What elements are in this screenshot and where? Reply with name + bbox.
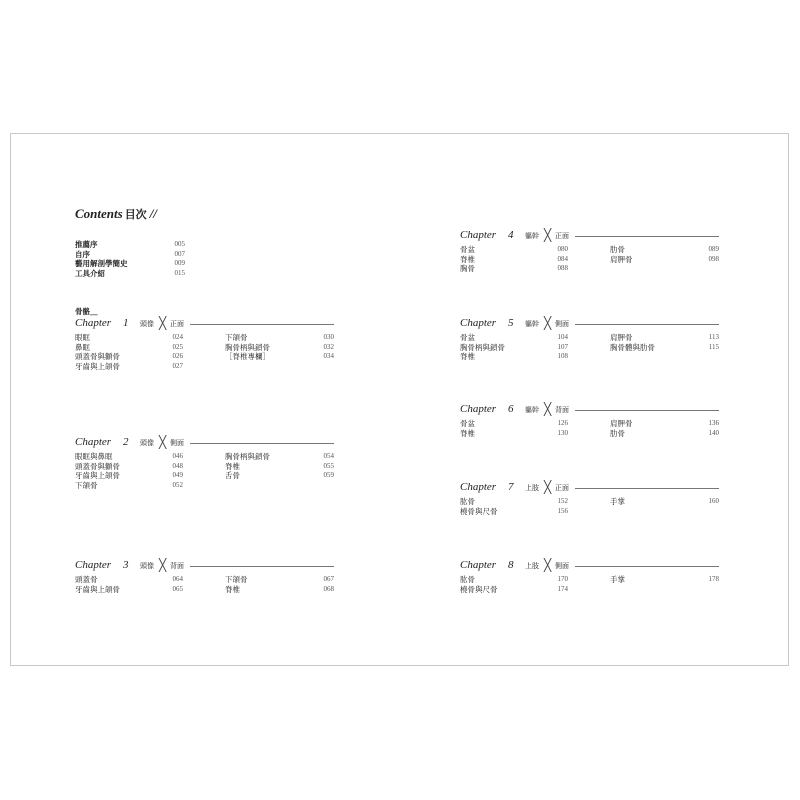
toc-entry[interactable]: [75, 333, 183, 343]
cross-icon: ╳: [544, 558, 552, 572]
chapter-region: 軀幹: [525, 406, 539, 414]
toc-entry-page: 152: [557, 497, 568, 505]
toc-entry-label: 牙齒與上頜骨: [75, 361, 120, 371]
entries-left-column: [460, 575, 568, 594]
toc-entry-label: ［脊椎專欄］: [225, 352, 270, 361]
toc-entry-label: 頭蓋骨與顴骨: [75, 352, 120, 361]
toc-entry-label: 鼻眶: [75, 342, 90, 352]
toc-entry[interactable]: [225, 585, 334, 595]
toc-entry-label: 眼眶: [75, 333, 90, 342]
toc-entry-label: 肋骨: [610, 245, 625, 254]
toc-entry-label: 手掌: [610, 497, 625, 506]
chapter-entries: [75, 575, 334, 594]
chapter-label: Chapter: [460, 559, 497, 571]
toc-entry-page: 027: [172, 361, 183, 370]
entries-left-column: [75, 333, 183, 371]
chapter-entries: [460, 497, 719, 516]
chapter-header: [460, 230, 719, 242]
toc-entry-page: 089: [708, 245, 719, 253]
chapter-header: [75, 318, 334, 330]
toc-entry-page: 049: [172, 471, 183, 479]
toc-entry-page: 068: [323, 584, 334, 593]
toc-entry-page: 005: [174, 240, 185, 248]
toc-entry-page: 015: [174, 268, 185, 277]
chapter-header: [75, 560, 334, 572]
chapter-entries: [460, 333, 719, 362]
toc-entry[interactable]: [460, 585, 568, 595]
cross-icon: ╳: [544, 228, 552, 242]
chapter-rule: [575, 236, 719, 237]
toc-entry-page: 046: [172, 452, 183, 460]
chapter-view: 正面: [555, 484, 569, 492]
chapter-view: 側面: [555, 320, 569, 328]
toc-entry-label: 胸骨: [460, 264, 475, 273]
toc-entry[interactable]: [610, 245, 719, 255]
chapter-entries: [460, 245, 719, 274]
chapter-number: 4: [508, 229, 514, 241]
toc-entry-label: 下頜骨: [225, 575, 248, 584]
chapter-header: [460, 404, 719, 416]
toc-entry-label: 胸骨柄與鎖骨: [225, 342, 270, 352]
chapter-rule: [575, 410, 719, 411]
toc-entry-page: 032: [323, 342, 334, 351]
chapter-rule: [575, 488, 719, 489]
toc-entry-page: 140: [708, 428, 719, 437]
chapter-rule: [190, 443, 334, 444]
chapter-label: Chapter: [75, 559, 112, 571]
toc-entry[interactable]: [460, 343, 568, 353]
entries-left-column: [460, 333, 568, 362]
chapter-number: 6: [508, 403, 514, 415]
entries-right-column: [225, 575, 334, 594]
front-matter-list: [75, 240, 185, 278]
chapter-label: Chapter: [460, 481, 497, 493]
chapter-region: 頭像: [140, 439, 154, 447]
toc-entry-label: 推薦序: [75, 240, 98, 249]
chapter-rule: [575, 566, 719, 567]
cross-icon: ╳: [544, 316, 552, 330]
toc-entry-page: 130: [557, 428, 568, 437]
toc-entry-label: 牙齒與上頜骨: [75, 584, 120, 594]
toc-entry-label: 肱骨: [460, 575, 475, 584]
toc-entry-label: 下頜骨: [75, 480, 98, 490]
toc-entry[interactable]: [460, 264, 568, 274]
toc-entry[interactable]: [75, 362, 183, 372]
cross-icon: ╳: [544, 402, 552, 416]
chapter-7: [460, 482, 719, 516]
chapter-region: 頭像: [140, 320, 154, 328]
toc-entry-label: 肩胛骨: [610, 333, 633, 342]
toc-entry-page: 160: [708, 497, 719, 505]
toc-entry[interactable]: [460, 575, 568, 585]
chapter-3: [75, 560, 334, 594]
toc-entry[interactable]: [610, 419, 719, 429]
entries-right-column: [610, 497, 719, 507]
contents-title-mark: //: [149, 206, 157, 221]
section-heading-skeleton: 骨骼＿: [75, 307, 98, 316]
chapter-region: 軀幹: [525, 320, 539, 328]
chapter-8: [460, 560, 719, 594]
toc-entry-page: 170: [557, 575, 568, 583]
toc-entry-label: 骨盆: [460, 245, 475, 254]
toc-entry-label: 眼眶與鼻眶: [75, 452, 113, 461]
chapter-region: 頭像: [140, 562, 154, 570]
toc-entry[interactable]: [75, 585, 183, 595]
chapter-label: Chapter: [75, 436, 112, 448]
cross-icon: ╳: [159, 435, 167, 449]
toc-entry-page: 059: [323, 471, 334, 479]
toc-entry-page: 080: [557, 245, 568, 253]
toc-entry[interactable]: [75, 269, 185, 279]
entries-right-column: [225, 333, 334, 362]
toc-entry[interactable]: [75, 259, 185, 269]
chapter-region: 上肢: [525, 484, 539, 492]
toc-entry[interactable]: [460, 352, 568, 362]
entries-left-column: [460, 419, 568, 438]
contents-title-en: Contents: [75, 206, 123, 221]
entries-right-column: [610, 333, 719, 352]
toc-entry[interactable]: [225, 452, 334, 462]
toc-entry-label: 工具介紹: [75, 268, 105, 278]
chapter-entries: [75, 452, 334, 490]
toc-entry[interactable]: [75, 343, 183, 353]
toc-entry-page: 088: [557, 264, 568, 272]
chapter-header: [75, 437, 334, 449]
toc-entry[interactable]: [225, 471, 334, 481]
chapter-number: 8: [508, 559, 514, 571]
cross-icon: ╳: [159, 558, 167, 572]
toc-entry-label: 自序: [75, 249, 90, 259]
toc-entry-label: 藝用解剖學簡史: [75, 259, 128, 268]
entries-right-column: [610, 245, 719, 264]
toc-entry-page: 113: [708, 333, 719, 341]
toc-entry[interactable]: [75, 575, 183, 585]
chapter-5: [460, 318, 719, 362]
chapter-view: 背面: [555, 406, 569, 414]
toc-entry-page: 048: [172, 461, 183, 470]
toc-entry-label: 胸骨體與肋骨: [610, 342, 655, 352]
toc-entry-page: 084: [557, 254, 568, 263]
chapter-number: 3: [123, 559, 129, 571]
toc-entry-label: 下頜骨: [225, 333, 248, 342]
toc-entry[interactable]: [460, 429, 568, 439]
toc-entry[interactable]: [610, 343, 719, 353]
chapter-6: [460, 404, 719, 438]
toc-entry[interactable]: [225, 352, 334, 362]
toc-entry-label: 肱骨: [460, 497, 475, 506]
entries-right-column: [610, 575, 719, 585]
chapter-view: 正面: [555, 232, 569, 240]
toc-entry-page: 065: [172, 584, 183, 593]
toc-entry-label: 頭蓋骨與顴骨: [75, 461, 120, 471]
toc-entry-label: 肩胛骨: [610, 254, 633, 264]
toc-entry-page: 067: [323, 575, 334, 583]
chapter-rule: [190, 566, 334, 567]
toc-entry-page: 007: [174, 249, 185, 258]
toc-entry-page: 026: [172, 352, 183, 360]
toc-entry-page: 055: [323, 461, 334, 470]
entries-left-column: [460, 245, 568, 274]
cross-icon: ╳: [544, 480, 552, 494]
toc-entry-label: 脊椎: [460, 254, 475, 264]
chapter-header: [460, 482, 719, 494]
toc-entry-label: 骨盆: [460, 419, 475, 428]
toc-entry[interactable]: [610, 429, 719, 439]
toc-entry[interactable]: [75, 471, 183, 481]
toc-entry[interactable]: [75, 452, 183, 462]
entries-right-column: [225, 452, 334, 481]
toc-entry-page: 064: [172, 575, 183, 583]
toc-entry[interactable]: [460, 245, 568, 255]
toc-entry[interactable]: [460, 333, 568, 343]
chapter-2: [75, 437, 334, 490]
toc-entry[interactable]: [610, 497, 719, 507]
toc-entry[interactable]: [610, 255, 719, 265]
toc-entry-label: 脊椎: [225, 584, 240, 594]
toc-entry[interactable]: [225, 333, 334, 343]
chapter-entries: [460, 419, 719, 438]
contents-title: [75, 206, 157, 222]
chapter-view: 側面: [555, 562, 569, 570]
toc-entry-label: 脊椎: [460, 428, 475, 438]
toc-entry-label: 肩胛骨: [610, 419, 633, 428]
toc-entry-page: 107: [557, 342, 568, 351]
entries-left-column: [75, 452, 183, 490]
toc-entry-label: 牙齒與上頜骨: [75, 471, 120, 480]
chapter-1: [75, 318, 334, 371]
toc-entry-label: 橈骨與尺骨: [460, 506, 498, 516]
chapter-region: 軀幹: [525, 232, 539, 240]
toc-entry-page: 108: [557, 352, 568, 360]
toc-entry-page: 054: [323, 452, 334, 460]
chapter-number: 7: [508, 481, 514, 493]
chapter-entries: [75, 333, 334, 371]
toc-entry-label: 骨盆: [460, 333, 475, 342]
toc-entry[interactable]: [225, 575, 334, 585]
toc-entry[interactable]: [75, 240, 185, 250]
toc-entry-label: 橈骨與尺骨: [460, 584, 498, 594]
toc-entry-label: 胸骨柄與鎖骨: [460, 342, 505, 352]
toc-entry-page: 098: [708, 254, 719, 263]
toc-entry[interactable]: [75, 462, 183, 472]
entries-left-column: [75, 575, 183, 594]
chapter-header: [460, 318, 719, 330]
chapter-label: Chapter: [460, 317, 497, 329]
toc-entry-page: 136: [708, 419, 719, 427]
toc-entry-page: 156: [557, 506, 568, 515]
toc-entry[interactable]: [75, 352, 183, 362]
toc-entry-page: 034: [323, 352, 334, 360]
toc-entry[interactable]: [75, 250, 185, 260]
chapter-rule: [190, 324, 334, 325]
toc-entry-page: 126: [557, 419, 568, 427]
chapter-number: 2: [123, 436, 129, 448]
entries-right-column: [610, 419, 719, 438]
toc-entry[interactable]: [460, 255, 568, 265]
chapter-label: Chapter: [460, 403, 497, 415]
chapter-region: 上肢: [525, 562, 539, 570]
toc-entry-page: 030: [323, 333, 334, 341]
toc-entry-page: 025: [172, 342, 183, 351]
toc-entry-label: 手掌: [610, 575, 625, 584]
toc-entry-page: 178: [708, 575, 719, 583]
toc-entry[interactable]: [75, 481, 183, 491]
toc-entry-page: 174: [557, 584, 568, 593]
chapter-rule: [575, 324, 719, 325]
chapter-entries: [460, 575, 719, 594]
chapter-label: Chapter: [460, 229, 497, 241]
toc-entry-label: 舌骨: [225, 471, 240, 480]
toc-entry[interactable]: [460, 497, 568, 507]
chapter-view: 背面: [170, 562, 184, 570]
toc-entry[interactable]: [460, 507, 568, 517]
toc-entry-page: 052: [172, 480, 183, 489]
chapter-label: Chapter: [75, 317, 112, 329]
toc-entry[interactable]: [610, 575, 719, 585]
chapter-view: 正面: [170, 320, 184, 328]
chapter-4: [460, 230, 719, 274]
toc-entry-label: 肋骨: [610, 428, 625, 438]
toc-entry[interactable]: [225, 462, 334, 472]
toc-entry[interactable]: [460, 419, 568, 429]
toc-entry[interactable]: [610, 333, 719, 343]
toc-entry-label: 脊椎: [225, 461, 240, 471]
entries-left-column: [460, 497, 568, 516]
toc-entry-page: 104: [557, 333, 568, 341]
toc-entry-page: 115: [708, 342, 719, 351]
cross-icon: ╳: [159, 316, 167, 330]
chapter-number: 1: [123, 317, 129, 329]
toc-entry[interactable]: [225, 343, 334, 353]
toc-entry-label: 脊椎: [460, 352, 475, 361]
chapter-number: 5: [508, 317, 514, 329]
toc-entry-label: 頭蓋骨: [75, 575, 98, 584]
chapter-view: 側面: [170, 439, 184, 447]
toc-entry-label: 胸骨柄與鎖骨: [225, 452, 270, 461]
toc-entry-page: 009: [174, 259, 185, 267]
contents-title-zh: 目次: [124, 208, 147, 221]
toc-entry-page: 024: [172, 333, 183, 341]
chapter-header: [460, 560, 719, 572]
